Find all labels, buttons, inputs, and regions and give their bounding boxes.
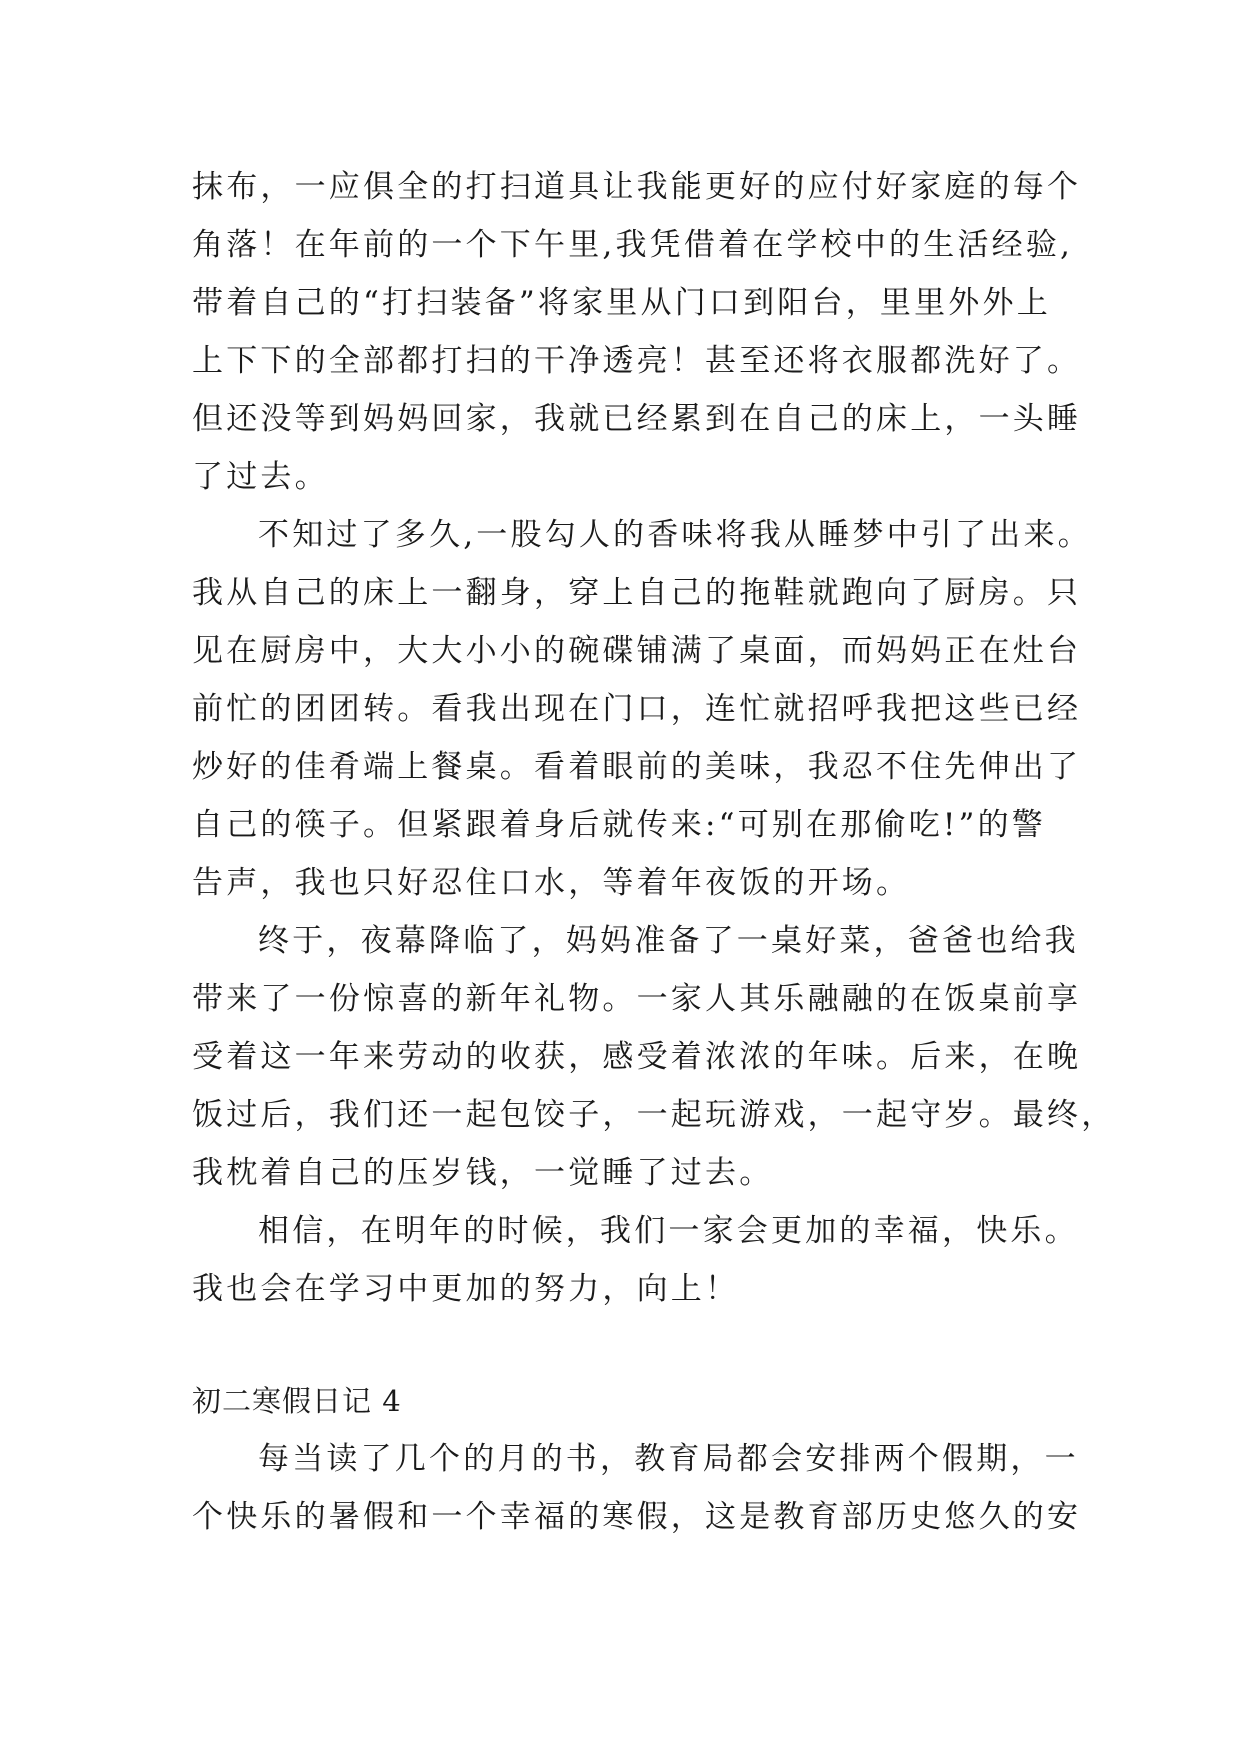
section-title: 初二寒假日记 4	[192, 1384, 402, 1418]
text-line: 带来了一份惊喜的新年礼物。一家人其乐融融的在饭桌前享	[192, 981, 1082, 1017]
paragraph-first-line: 相信，在明年的时候，我们一家会更加的幸福，快乐。	[258, 1213, 1079, 1249]
text-line: 角落！在年前的一个下午里,我凭借着在学校中的生活经验,	[192, 227, 1074, 263]
paragraph-first-line: 每当读了几个的月的书，教育局都会安排两个假期，一	[258, 1441, 1079, 1477]
text-line: 炒好的佳肴端上餐桌。看着眼前的美味，我忍不住先伸出了	[192, 749, 1082, 785]
text-line: 前忙的团团转。看我出现在门口，连忙就招呼我把这些已经	[192, 691, 1082, 727]
diary-body-next	[192, 1430, 1092, 1546]
text-line: 了过去。	[192, 459, 329, 495]
text-line: 我也会在学习中更加的努力，向上！	[192, 1271, 740, 1307]
diary-body	[192, 158, 1116, 1318]
text-line: 上下下的全部都打扫的干净透亮！甚至还将衣服都洗好了。	[192, 343, 1082, 379]
paragraph-first-line: 终于，夜幕降临了，妈妈准备了一桌好菜，爸爸也给我	[258, 923, 1079, 959]
text-line: 个快乐的暑假和一个幸福的寒假，这是教育部历史悠久的安	[192, 1499, 1082, 1535]
text-line: 我从自己的床上一翻身，穿上自己的拖鞋就跑向了厨房。只	[192, 575, 1082, 611]
text-line: 受着这一年来劳动的收获，感受着浓浓的年味。后来，在晚	[192, 1039, 1082, 1075]
text-line: 饭过后，我们还一起包饺子，一起玩游戏，一起守岁。最终，	[192, 1097, 1116, 1133]
text-line: 见在厨房中，大大小小的碗碟铺满了桌面，而妈妈正在灶台	[192, 633, 1082, 669]
text-line: 但还没等到妈妈回家，我就已经累到在自己的床上，一头睡	[192, 401, 1082, 437]
text-line: 我枕着自己的压岁钱，一觉睡了过去。	[192, 1155, 774, 1191]
text-line: 自己的筷子。但紧跟着身后就传来:“可别在那偷吃!”的警	[192, 807, 1046, 843]
text-line: 抹布，一应俱全的打扫道具让我能更好的应付好家庭的每个	[192, 169, 1082, 205]
text-line: 带着自己的“打扫装备”将家里从门口到阳台，里里外外上	[192, 285, 1051, 321]
text-line: 告声，我也只好忍住口水，等着年夜饭的开场。	[192, 865, 911, 901]
paragraph-first-line: 不知过了多久,一股勾人的香味将我从睡梦中引了出来。	[258, 517, 1092, 553]
